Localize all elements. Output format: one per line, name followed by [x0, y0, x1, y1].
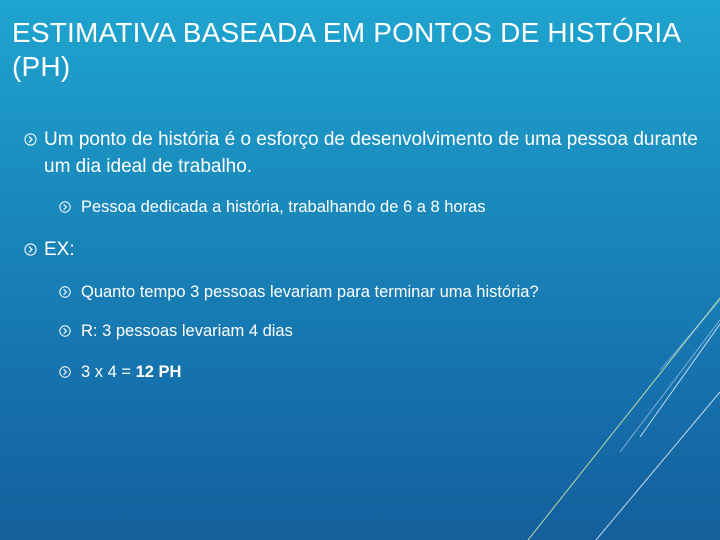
sub-bullet-2-2-text: R: 3 pessoas levariam 4 dias — [81, 322, 293, 340]
sub-bullet-2-1 — [81, 281, 701, 303]
bullet-2-text: EX: — [44, 239, 75, 260]
sub-bullet-2-2 — [81, 320, 701, 342]
bullet-1-text: Um ponto de história é o esforço de desenvolvimento de uma pessoa durante um dia ideal de trabalho. — [44, 129, 698, 177]
slide-title: ESTIMATIVA BASEADA EM PONTOS DE HISTÓRIA (PH) — [12, 17, 680, 82]
bullet-2 — [44, 236, 704, 263]
bullet-1 — [44, 126, 704, 180]
circled-arrow-icon — [59, 201, 71, 213]
circled-arrow-icon — [24, 243, 37, 256]
sub-bullet-2-3 — [81, 361, 701, 383]
circled-arrow-icon — [24, 133, 37, 146]
circled-arrow-icon — [59, 366, 71, 378]
sub-bullet-1-1 — [81, 196, 701, 218]
sub-bullet-1-1-text: Pessoa dedicada a história, trabalhando de 6 a 8 horas — [81, 198, 486, 216]
sub-bullet-2-3-prefix: 3 x 4 = — [81, 363, 136, 381]
sub-bullet-2-3-result: 12 PH — [135, 363, 182, 381]
circled-arrow-icon — [59, 286, 71, 298]
sub-bullet-2-1-text: Quanto tempo 3 pessoas levariam para terminar uma história? — [81, 283, 539, 301]
circled-arrow-icon — [59, 325, 71, 337]
